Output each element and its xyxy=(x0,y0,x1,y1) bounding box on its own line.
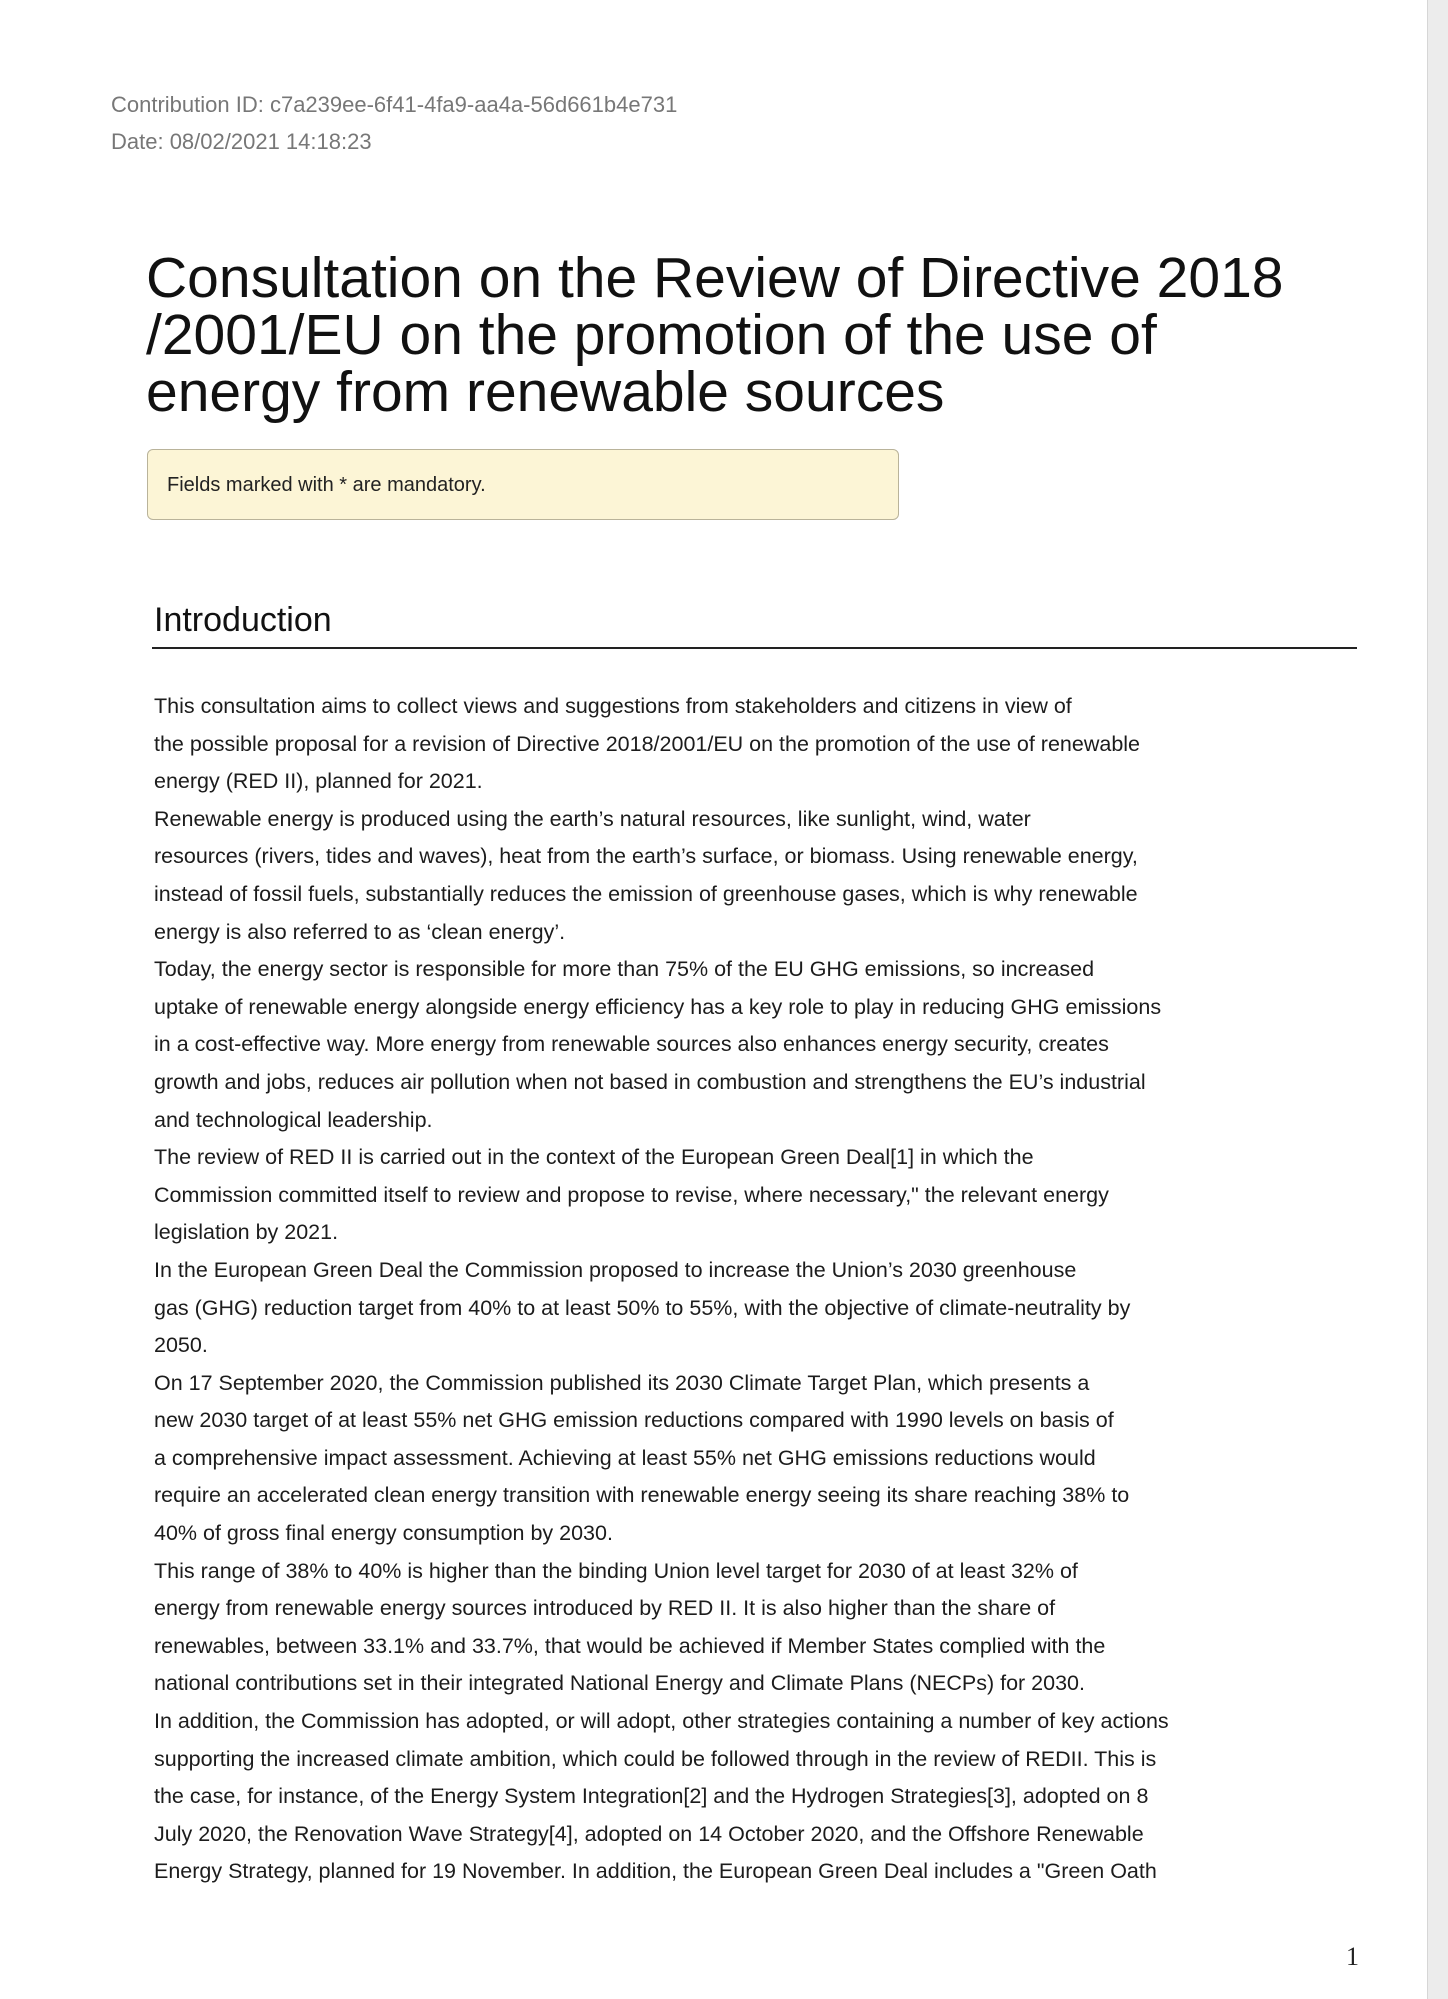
paragraph xyxy=(154,1703,1354,1891)
title-line: Consultation on the Review of Directive 2018 xyxy=(146,246,1284,310)
paragraph-line: renewables, between 33.1% and 33.7%, that would be achieved if Member States complied with the xyxy=(154,1633,1106,1658)
paragraph-line: resources (rivers, tides and waves), heat from the earth’s surface, or biomass. Using renewable energy, xyxy=(154,844,1138,869)
paragraph-line: growth and jobs, reduces air pollution when not based in combustion and strengthens the EU’s industrial xyxy=(154,1069,1146,1094)
paragraph-line: Energy Strategy, planned for 19 November. In addition, the European Green Deal includes a "Green Oath xyxy=(154,1859,1157,1884)
paragraph-line: energy (RED II), planned for 2021. xyxy=(154,769,483,794)
paragraph-line: in a cost-effective way. More energy from renewable sources also enhances energy security, creates xyxy=(154,1032,1109,1057)
section-divider xyxy=(152,647,1357,649)
paragraph-line: In addition, the Commission has adopted, or will adopt, other strategies containing a number of key actions xyxy=(154,1709,1169,1734)
paragraph-line: July 2020, the Renovation Wave Strategy[4], adopted on 14 October 2020, and the Offshore Renewable xyxy=(154,1821,1144,1846)
paragraph xyxy=(154,688,1354,801)
paragraph-line: and technological leadership. xyxy=(154,1107,433,1132)
mandatory-fields-notice: Fields marked with * are mandatory. xyxy=(147,449,899,520)
paragraph-line: Today, the energy sector is responsible for more than 75% of the EU GHG emissions, so increased xyxy=(154,957,1095,982)
paragraph-line: This range of 38% to 40% is higher than the binding Union level target for 2030 of at least 32% of xyxy=(154,1558,1078,1583)
paragraph-line: supporting the increased climate ambition, which could be followed through in the review of REDII. This is xyxy=(154,1746,1157,1771)
paragraph xyxy=(154,801,1354,951)
paragraph-line: gas (GHG) reduction target from 40% to at least 50% to 55%, with the objective of climate-neutrality by xyxy=(154,1295,1131,1320)
paragraph-line: new 2030 target of at least 55% net GHG emission reductions compared with 1990 levels on basis of xyxy=(154,1408,1114,1433)
paragraph xyxy=(154,1365,1354,1553)
paragraph xyxy=(154,1553,1354,1703)
page-number: 1 xyxy=(1346,1942,1359,1971)
paragraph-line: 40% of gross final energy consumption by 2030. xyxy=(154,1521,613,1546)
paragraph-line: On 17 September 2020, the Commission published its 2030 Climate Target Plan, which presents a xyxy=(154,1370,1090,1395)
paragraph-line: national contributions set in their integrated National Energy and Climate Plans (NECPs) for 2030. xyxy=(154,1671,1085,1696)
paragraph-line: instead of fossil fuels, substantially reduces the emission of greenhouse gases, which is why renewable xyxy=(154,881,1138,906)
paragraph-line: energy is also referred to as ‘clean energy’. xyxy=(154,919,566,944)
paragraph-line: In the European Green Deal the Commission proposed to increase the Union’s 2030 greenhouse xyxy=(154,1257,1077,1282)
title-line: /2001/EU on the promotion of the use of xyxy=(146,303,1157,367)
viewer-scrollbar-track[interactable] xyxy=(1427,0,1448,1999)
paragraph-line: The review of RED II is carried out in the context of the European Green Deal[1] in which the xyxy=(154,1145,1034,1170)
paragraph xyxy=(154,1252,1354,1365)
document-title xyxy=(146,246,1346,424)
paragraph-line: Commission committed itself to review and propose to revise, where necessary," the relevant energy xyxy=(154,1182,1109,1207)
submission-meta xyxy=(111,86,677,160)
section-heading: Introduction xyxy=(154,601,332,639)
paragraph xyxy=(154,1139,1354,1252)
paragraph-line: a comprehensive impact assessment. Achieving at least 55% net GHG emissions reductions would xyxy=(154,1445,1096,1470)
paragraph-line: legislation by 2021. xyxy=(154,1220,339,1245)
paragraph-line: the case, for instance, of the Energy System Integration[2] and the Hydrogen Strategies[3], adopted on 8 xyxy=(154,1784,1149,1809)
submission-date: Date: 08/02/2021 14:18:23 xyxy=(111,129,372,154)
paragraph-line: 2050. xyxy=(154,1333,208,1358)
title-line: energy from renewable sources xyxy=(146,360,945,424)
paragraph-line: energy from renewable energy sources introduced by RED II. It is also higher than the share of xyxy=(154,1596,1056,1621)
paragraph-line: the possible proposal for a revision of Directive 2018/2001/EU on the promotion of the use of renewable xyxy=(154,731,1141,756)
paragraph-line: uptake of renewable energy alongside energy efficiency has a key role to play in reducing GHG emissions xyxy=(154,994,1162,1019)
paragraph-line: require an accelerated clean energy transition with renewable energy seeing its share reaching 38% to xyxy=(154,1483,1130,1508)
introduction-body xyxy=(154,688,1354,1891)
contribution-id: Contribution ID: c7a239ee-6f41-4fa9-aa4a-56d661b4e731 xyxy=(111,92,678,117)
paragraph-line: This consultation aims to collect views and suggestions from stakeholders and citizens in view of xyxy=(154,694,1072,718)
paragraph xyxy=(154,951,1354,1139)
paragraph-line: Renewable energy is produced using the earth’s natural resources, like sunlight, wind, water xyxy=(154,806,1031,831)
